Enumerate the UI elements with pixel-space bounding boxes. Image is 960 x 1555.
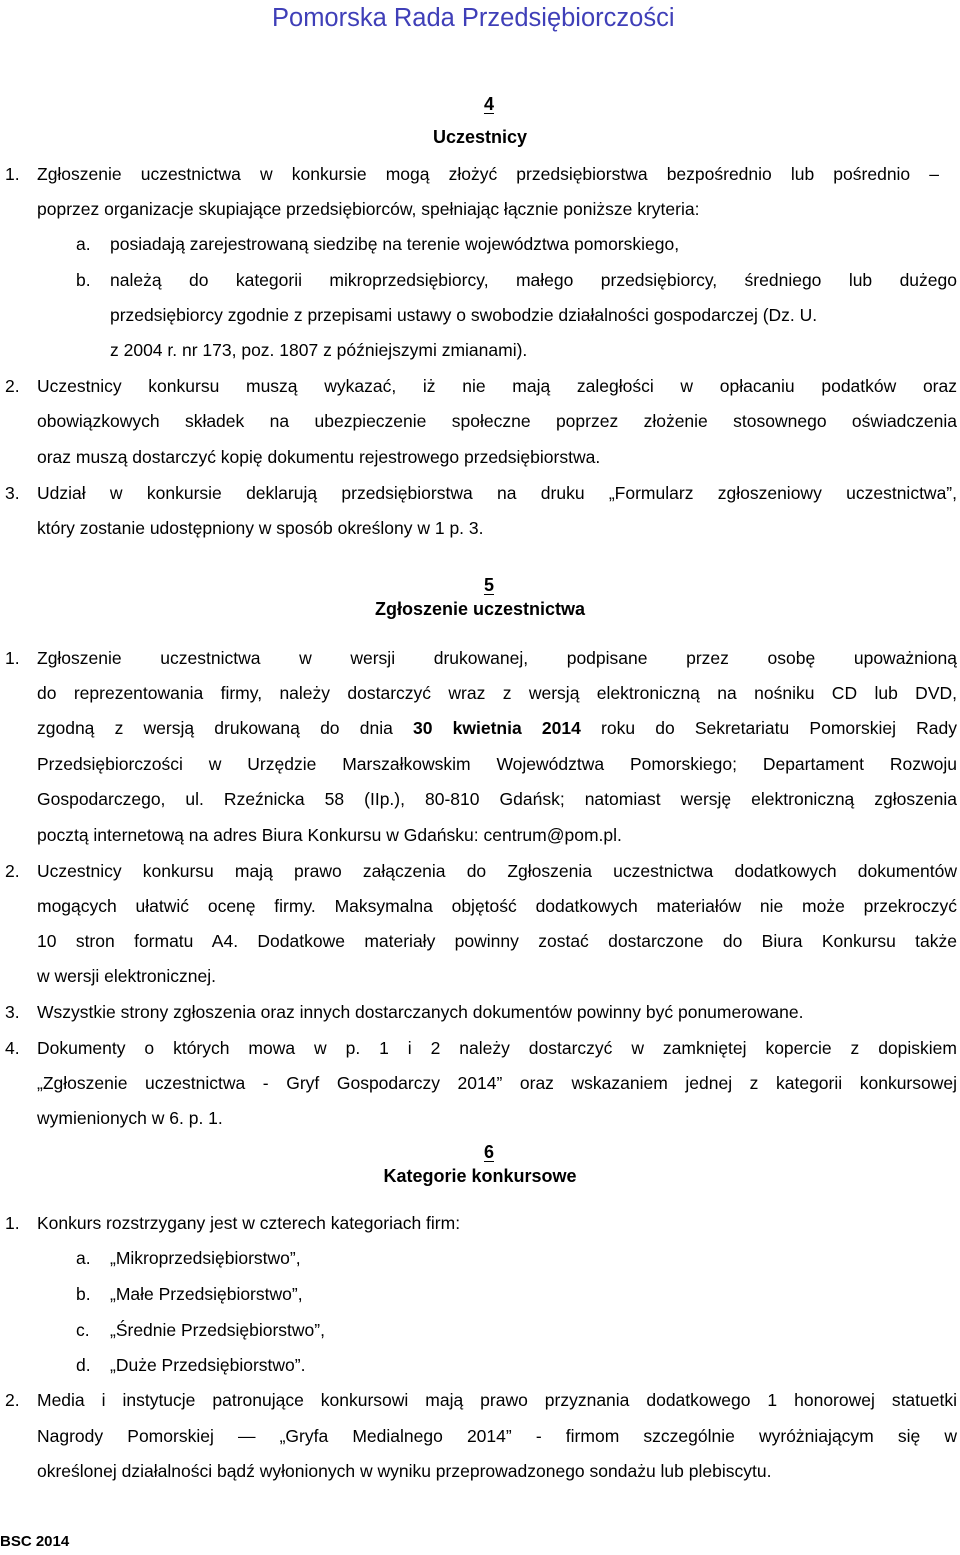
paragraph-line: obowiązkowych składek na ubezpieczenie społeczne poprzez złożenie stosownego oświadczenia [37, 411, 957, 431]
category-label: a. [76, 1248, 91, 1268]
paragraph-line: Dokumenty o których mowa w p. 1 i 2 należy dostarczyć w zamkniętej kopercie z dopiskiem [37, 1038, 957, 1058]
item-label: 2. [5, 1390, 20, 1410]
paragraph-line: Media i instytucje patronujące konkursowi mają prawo przyznania dodatkowego 1 honorowej statuetki [37, 1390, 957, 1410]
paragraph-line: Nagrody Pomorskiej — „Gryfa Medialnego 2014” - firmom szczególnie wyróżniającym się w [37, 1426, 957, 1446]
paragraph-line: Udział w konkursie deklarują przedsiębiorstwa na druku „Formularz zgłoszeniowy uczestnictwa”, [37, 483, 957, 503]
item-label: 1. [5, 164, 20, 184]
section-4-number: 4 [483, 94, 494, 114]
paragraph-line: Uczestnicy konkursu muszą wykazać, iż nie mają zaległości w opłacaniu podatków oraz [37, 376, 957, 396]
category-label: b. [76, 1284, 91, 1304]
paragraph-line: Wszystkie strony zgłoszenia oraz innych dostarczanych dokumentów powinny być ponumerowane. [37, 1002, 804, 1022]
item-label: 2. [5, 861, 20, 881]
item-label: a. [76, 234, 91, 254]
paragraph-line: w wersji elektronicznej. [37, 966, 216, 986]
paragraph-line: poprzez organizacje skupiające przedsiębiorców, spełniając łącznie poniższe kryteria: [37, 199, 700, 219]
paragraph-line: 10 stron formatu A4. Dodatkowe materiały powinny zostać dostarczone do Biura Konkursu także [37, 931, 957, 951]
section-5-number: 5 [483, 575, 494, 595]
paragraph-line: Gospodarczego, ul. Rzeźnicka 58 (IIp.), 80-810 Gdańsk; natomiast wersję elektroniczną zgłoszenia [37, 789, 957, 809]
paragraph-line: pocztą internetową na adres Biura Konkursu w Gdańsku: centrum@pom.pl. [37, 825, 622, 845]
section-4-title: Uczestnicy [432, 127, 528, 147]
category-item: „Duże Przedsiębiorstwo”. [110, 1355, 306, 1375]
paragraph-line: zgodną z wersją drukowaną do dnia 30 kwietnia 2014 roku do Sekretariatu Pomorskiej Rady [37, 718, 958, 738]
category-label: c. [76, 1320, 90, 1340]
paragraph-line: przedsiębiorcy zgodnie z przepisami ustawy o swobodzie działalności gospodarczej (Dz. U. [110, 305, 818, 325]
paragraph-line: mogących ułatwić ocenę firmy. Maksymalna objętość dodatkowych materiałów nie może przekroczyć [37, 896, 957, 916]
paragraph-line: z 2004 r. nr 173, poz. 1807 z późniejszymi zmianami). [110, 340, 528, 360]
document-footer: BSC 2014 [0, 1533, 70, 1550]
category-label: d. [76, 1355, 91, 1375]
paragraph-line: posiadają zarejestrowaną siedzibę na terenie województwa pomorskiego, [110, 234, 680, 254]
item-label: 4. [5, 1038, 20, 1058]
paragraph-line: Przedsiębiorczości w Urzędzie Marszałkowskim Województwa Pomorskiego; Departament Rozwoju [37, 754, 957, 774]
paragraph-line: oraz muszą dostarczyć kopię dokumentu rejestrowego przedsiębiorstwa. [37, 447, 601, 467]
paragraph-line: Zgłoszenie uczestnictwa w konkursie mogą złożyć przedsiębiorstwa bezpośrednio lub pośrednio – [37, 164, 939, 184]
paragraph-line: Uczestnicy konkursu mają prawo załączenia do Zgłoszenia uczestnictwa dodatkowych dokumentów [37, 861, 957, 881]
section-5-title: Zgłoszenie uczestnictwa [374, 599, 586, 619]
paragraph-line: Zgłoszenie uczestnictwa w wersji drukowanej, podpisane przez osobę upoważnioną [37, 648, 957, 668]
item-label: 2. [5, 376, 20, 396]
paragraph-line: określonej działalności bądź wyłonionych w wyniku przeprowadzonego sondażu lub plebiscytu. [37, 1461, 772, 1481]
item-label: b. [76, 270, 91, 290]
category-item: „Mikroprzedsiębiorstwo”, [110, 1248, 301, 1268]
section-6-number: 6 [483, 1142, 494, 1162]
category-item: „Małe Przedsiębiorstwo”, [110, 1284, 303, 1304]
paragraph-line: który zostanie udostępniony w sposób określony w 1 p. 3. [37, 518, 484, 538]
paragraph-line: należą do kategorii mikroprzedsiębiorcy, małego przedsiębiorcy, średniego lub dużego [110, 270, 957, 290]
document-header: Pomorska Rada Przedsiębiorczości [272, 4, 675, 32]
paragraph-line: wymienionych w 6. p. 1. [37, 1108, 223, 1128]
section-6-title: Kategorie konkursowe [383, 1166, 577, 1186]
deadline-date: 30 kwietnia 2014 [413, 718, 581, 738]
item-label: 3. [5, 1002, 20, 1022]
category-item: „Średnie Przedsiębiorstwo”, [110, 1320, 325, 1340]
item-label: 1. [5, 648, 20, 668]
item-label: 1. [5, 1213, 20, 1233]
paragraph-line: Konkurs rozstrzygany jest w czterech kategoriach firm: [37, 1213, 461, 1233]
item-label: 3. [5, 483, 20, 503]
paragraph-line: „Zgłoszenie uczestnictwa - Gryf Gospodarczy 2014” oraz wskazaniem jednej z kategorii konkursowej [37, 1073, 957, 1093]
paragraph-line: do reprezentowania firmy, należy dostarczyć wraz z wersją elektroniczną na nośniku CD lub DVD, [37, 683, 957, 703]
